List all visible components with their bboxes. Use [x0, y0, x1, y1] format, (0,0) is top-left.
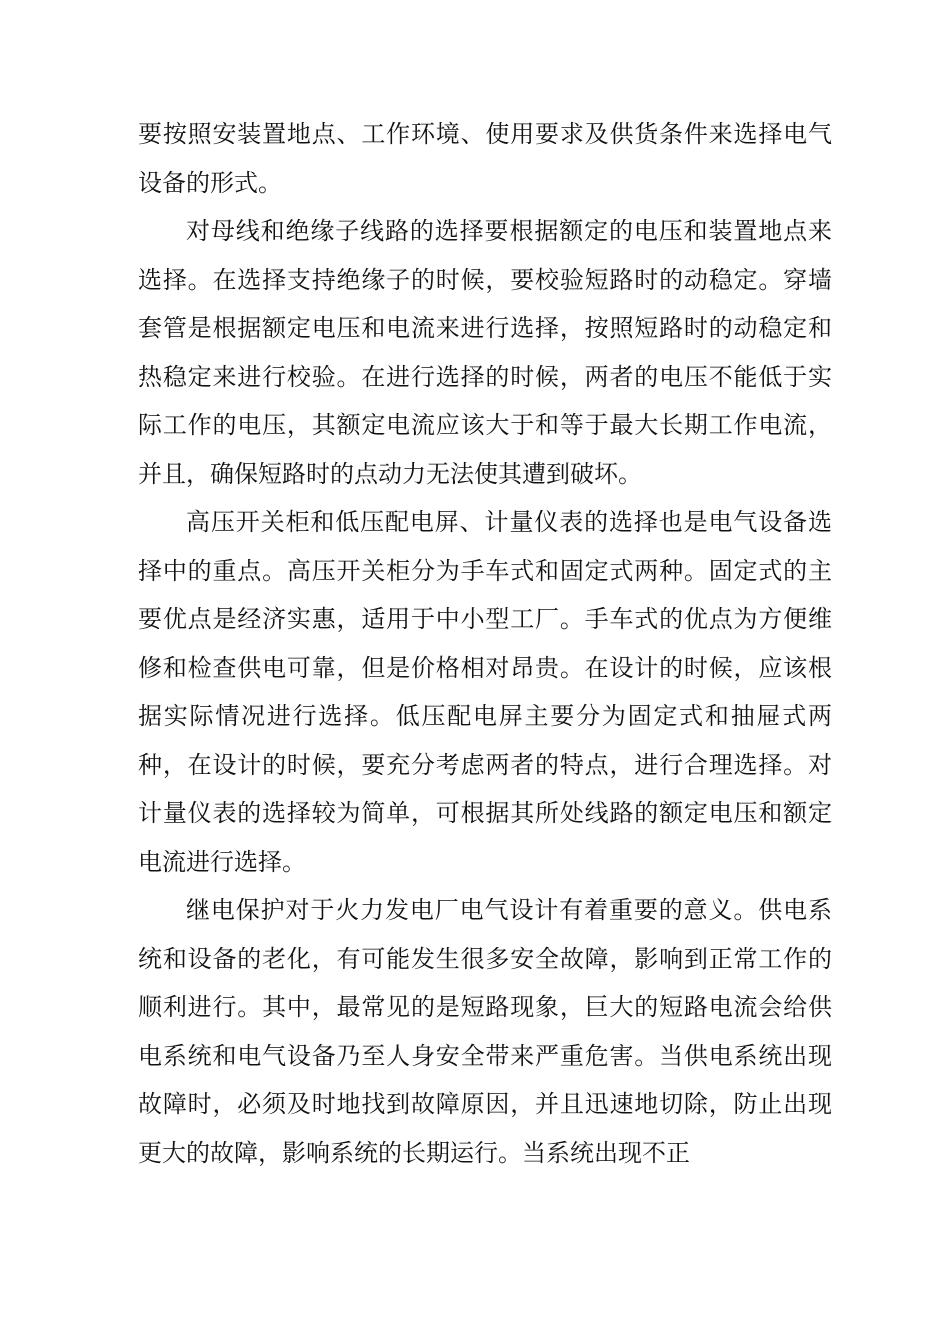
paragraph-relay-protection: 继电保护对于火力发电厂电气设计有着重要的意义。供电系统和设备的老化，有可能发生很多安全故障，影响到正常工作的顺利进行。其中，最常见的是短路现象，巨大的短路电流会给供电系统和电气设备乃至人身安全带来严重危害。当供电系统出现故障时，必须及时地找到故障原因，并且迅速地切除，防止出现更大的故障，影响系统的长期运行。当系统出现不正	[138, 896, 832, 1167]
paragraph-switchgear-selection: 高压开关柜和低压配电屏、计量仪表的选择也是电气设备选择中的重点。高压开关柜分为手车式和固定式两种。固定式的主要优点是经济实惠，适用于中小型工厂。手车式的优点为方便维修和检查供电可靠，但是价格相对昂贵。在设计的时候，应该根据实际情况进行选择。低压配电屏主要分为固定式和抽屉式两种，在设计的时候，要充分考虑两者的特点，进行合理选择。对计量仪表的选择较为简单，可根据其所处线路的额定电压和额定电流进行选择。	[138, 508, 832, 876]
paragraph-continuation: 要按照安装置地点、工作环境、使用要求及供货条件来选择电气设备的形式。	[138, 120, 832, 197]
paragraph-busbar-insulator: 对母线和绝缘子线路的选择要根据额定的电压和装置地点来选择。在选择支持绝缘子的时候，要校验短路时的动稳定。穿墙套管是根据额定电压和电流来进行选择，按照短路时的动稳定和热稳定来进行校验。在进行选择的时候，两者的电压不能低于实际工作的电压，其额定电流应该大于和等于最大长期工作电流，并且，确保短路时的点动力无法使其遭到破坏。	[138, 217, 832, 488]
body-text	[138, 110, 832, 1177]
